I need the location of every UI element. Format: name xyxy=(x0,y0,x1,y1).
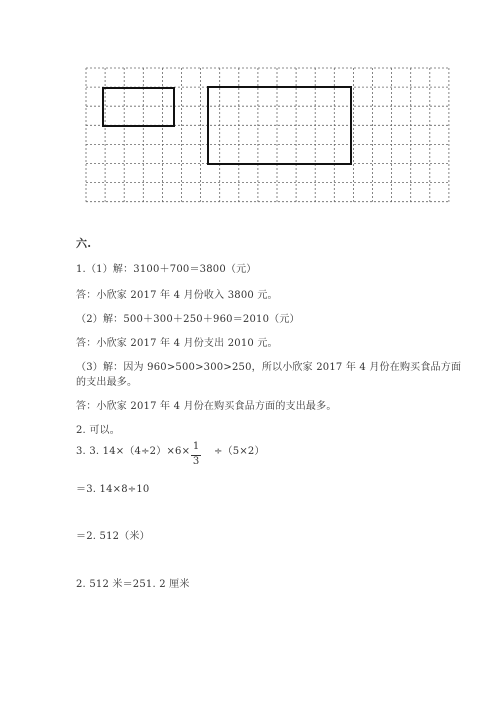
answer-line-2: 答：小欣家 2017 年 4 月份收入 3800 元。 xyxy=(76,290,278,301)
answer-line-7: 答：小欣家 2017 年 4 月份在购买食品方面的支出最多。 xyxy=(76,401,337,412)
section-heading: 六. xyxy=(76,237,92,250)
square-grid-figure xyxy=(0,0,500,230)
calculation-line-1: 3. 3. 14×（4÷2）×6× xyxy=(76,446,191,457)
conversion-line: 2. 512 米＝251. 2 厘米 xyxy=(76,579,190,590)
answer-line-6: 的支出最多。 xyxy=(76,377,138,388)
answer-line-3: （2）解：500＋300＋250＋960＝2010（元） xyxy=(76,314,300,325)
calculation-line-3: ＝2. 512（米） xyxy=(76,531,150,542)
answer-line-1: 1.（1）解：3100＋700＝3800（元） xyxy=(76,264,257,275)
fraction-denominator: 3 xyxy=(192,456,200,467)
calculation-line-1-tail: ÷（5×2） xyxy=(214,446,265,457)
fraction-numerator: 1 xyxy=(192,441,200,452)
answer-line-5: （3）解：因为 960>500>300>250，所以小欣家 2017 年 4 月份在购买食品方面 xyxy=(76,362,462,373)
answer-line-8: 2. 可以。 xyxy=(76,425,120,436)
answer-line-4: 答：小欣家 2017 年 4 月份支出 2010 元。 xyxy=(76,338,278,349)
small-rectangle xyxy=(103,88,174,126)
calculation-line-2: ＝3. 14×8÷10 xyxy=(76,484,150,495)
